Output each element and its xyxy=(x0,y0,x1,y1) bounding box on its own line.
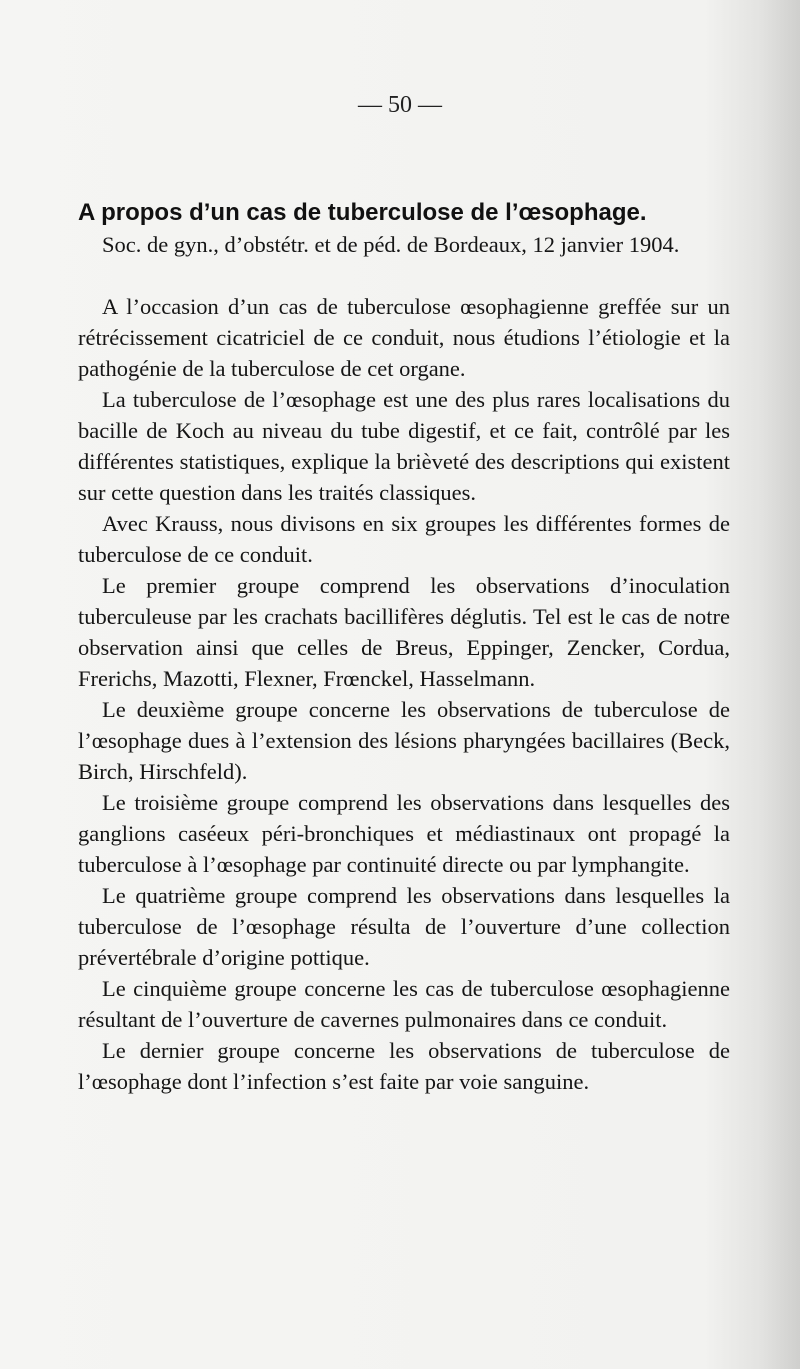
paragraph-rarity: La tuberculose de l’œsophage est une des plus rares localisations du bacille de Koch au niveau du tube digestif, et ce fait, contrôlé par les différentes statistiques, explique la brièveté des descriptions qui existent sur cette question dans les traités classiques. xyxy=(78,387,730,505)
paragraph-group-3: Le troisième groupe comprend les observations dans lesquelles des ganglions caséeux péri-bronchiques et médiastinaux ont propagé la tuberculose à l’œsophage par continuité directe ou par lymphangite. xyxy=(78,790,730,877)
paragraph-group-6: Le dernier groupe concerne les observations de tuberculose de l’œsophage dont l’infection s’est faite par voie sanguine. xyxy=(78,1038,730,1094)
paragraph-group-5: Le cinquième groupe concerne les cas de tuberculose œsophagienne résultant de l’ouverture de cavernes pulmonaires dans ce conduit. xyxy=(78,976,730,1032)
page-number: — 50 — xyxy=(358,92,442,118)
paragraph-classification: Avec Krauss, nous divisons en six groupes les différentes formes de tuberculose de ce conduit. xyxy=(78,511,730,567)
article-title: A propos d’un cas de tuberculose de l’œsophage. xyxy=(78,199,647,226)
page-body xyxy=(78,196,730,1097)
article-reference: Soc. de gyn., d’obstétr. et de péd. de Bordeaux, 12 janvier 1904. xyxy=(102,232,680,257)
paragraph-group-4: Le quatrième groupe comprend les observations dans lesquelles la tuberculose de l’œsophage résulta de l’ouverture d’une collection prévertébrale d’origine pottique. xyxy=(78,883,730,970)
paragraph-group-1: Le premier groupe comprend les observations d’inoculation tuberculeuse par les crachats bacillifères déglutis. Tel est le cas de notre observation ainsi que celles de Breus, Eppinger, Zencker, Cordua, Frerichs, Mazotti, Flexner, Frœnckel, Hasselmann. xyxy=(78,573,730,691)
paragraph-intro: A l’occasion d’un cas de tuberculose œsophagienne greffée sur un rétrécissement cicatriciel de ce conduit, nous étudions l’étiologie et la pathogénie de la tuberculose de cet organe. xyxy=(78,294,730,381)
paragraph-group-2: Le deuxième groupe concerne les observations de tuberculose de l’œsophage dues à l’extension des lésions pharyngées bacillaires (Beck, Birch, Hirschfeld). xyxy=(78,697,730,784)
